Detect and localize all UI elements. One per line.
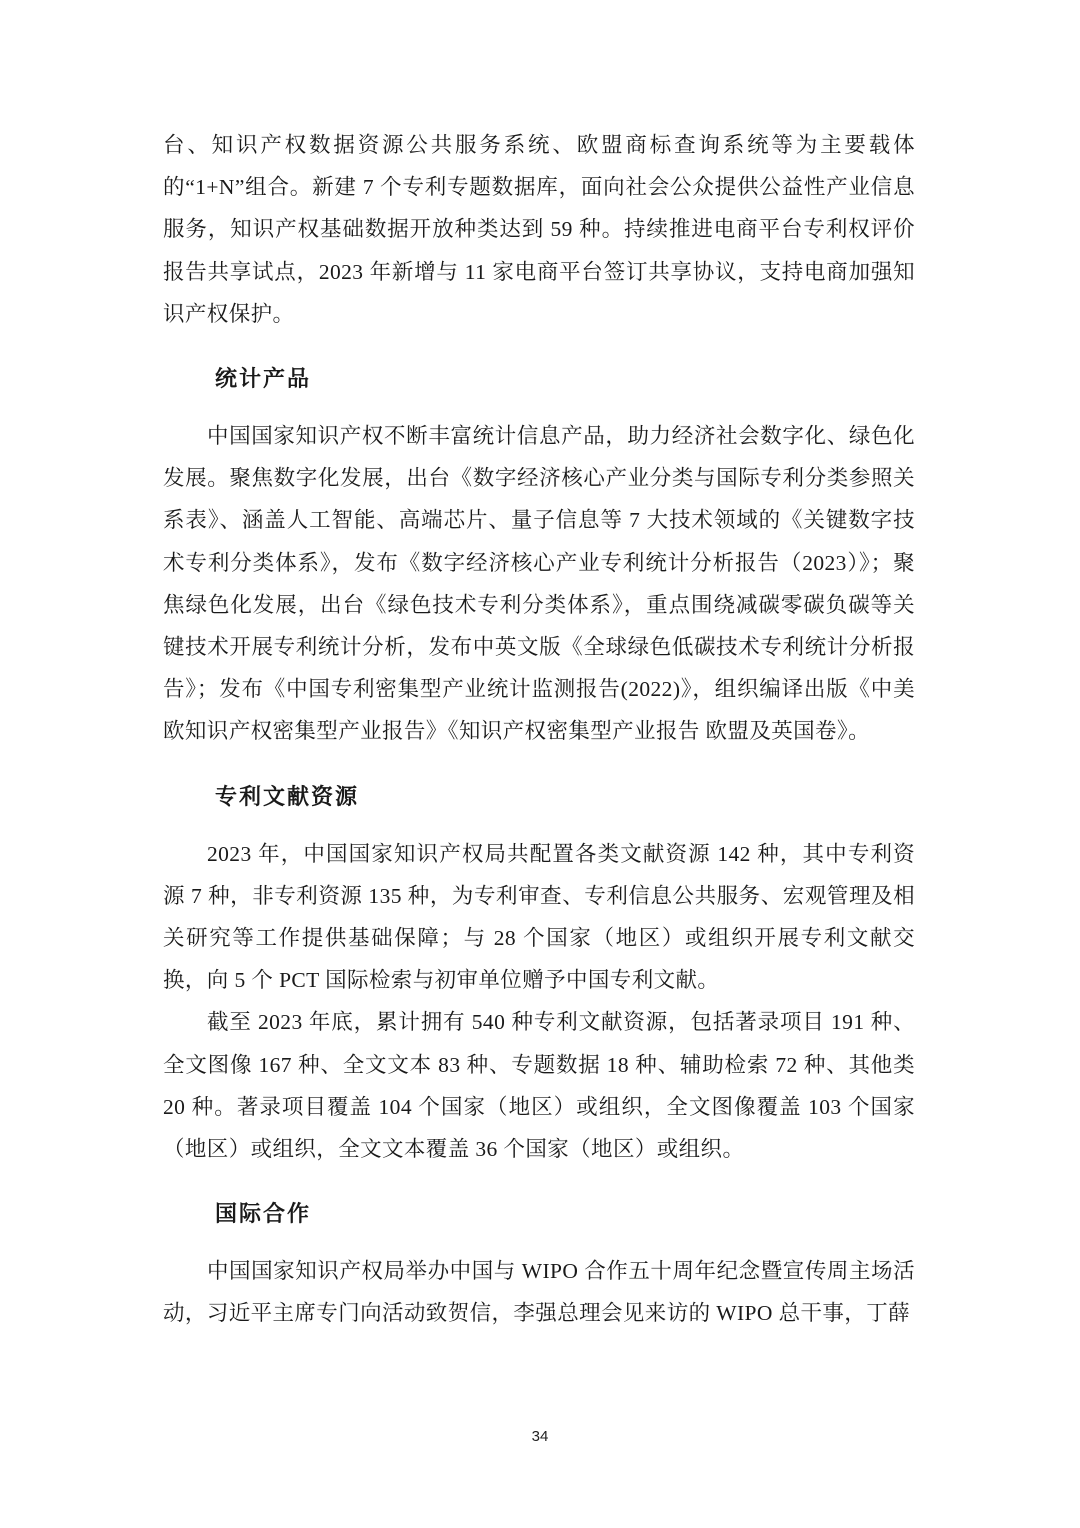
section-heading-statistics-products: 统计产品 — [215, 367, 312, 393]
paragraph-statistics-products: 中国国家知识产权不断丰富统计信息产品，助力经济社会数字化、绿色化发展。聚焦数字化发展，出台《数字经济核心产业分类与国际专利分类参照关系表》、涵盖人工智能、高端芯片、量子信息等 7 大技术领域的《关键数字技术专利分类体系》，发布《数字经济核心产业专利统计分析报告（2023）》；聚焦绿色化发展，出台《绿色技术专利分类体系》，重点围绕减碳零碳负碳等关键技术开展专利统计分析，发布中英文版《全球绿色低碳技术专利统计分析报告》；发布《中国专利密集型产业统计监测报告(2022)》，组织编译出版《中美欧知识产权密集型产业报告》《知识产权密集型产业报告 欧盟及英国卷》。 — [163, 424, 915, 744]
section-heading-international-cooperation: 国际合作 — [215, 1202, 312, 1228]
paragraph-patent-literature-2023: 2023 年，中国国家知识产权局共配置各类文献资源 142 种，其中专利资源 7 种，非专利资源 135 种，为专利审查、专利信息公共服务、宏观管理及相关研究等工作提供基础保障；与 28 个国家（地区）或组织开展专利文献交换，向 5 个 PCT 国际检索与初审单位赠予中国专利文献。 — [163, 841, 915, 993]
paragraph-patent-literature-cumulative: 截至 2023 年底，累计拥有 540 种专利文献资源，包括著录项目 191 种、全文图像 167 种、全文文本 83 种、专题数据 18 种、辅助检索 72 种、其他类 20 种。著录项目覆盖 104 个国家（地区）或组织，全文图像覆盖 103 个国家（地区）或组织，全文文本覆盖 36 个国家（地区）或组织。 — [163, 1010, 915, 1162]
page-number: 34 — [531, 1428, 549, 1445]
document-page — [163, 124, 915, 1335]
section-heading-patent-literature: 专利文献资源 — [215, 784, 360, 810]
paragraph-international-cooperation: 中国国家知识产权局举办中国与 WIPO 合作五十周年纪念暨宣传周主场活动，习近平主席专门向活动致贺信，李强总理会见来访的 WIPO 总干事，丁薛 — [163, 1259, 915, 1326]
paragraph-intro-continuation: 台、知识产权数据资源公共服务系统、欧盟商标查询系统等为主要载体的“1+N”组合。新建 7 个专利专题数据库，面向社会公众提供公益性产业信息服务，知识产权基础数据开放种类达到 59 种。持续推进电商平台专利权评价报告共享试点，2023 年新增与 11 家电商平台签订共享协议，支持电商加强知识产权保护。 — [163, 133, 915, 326]
